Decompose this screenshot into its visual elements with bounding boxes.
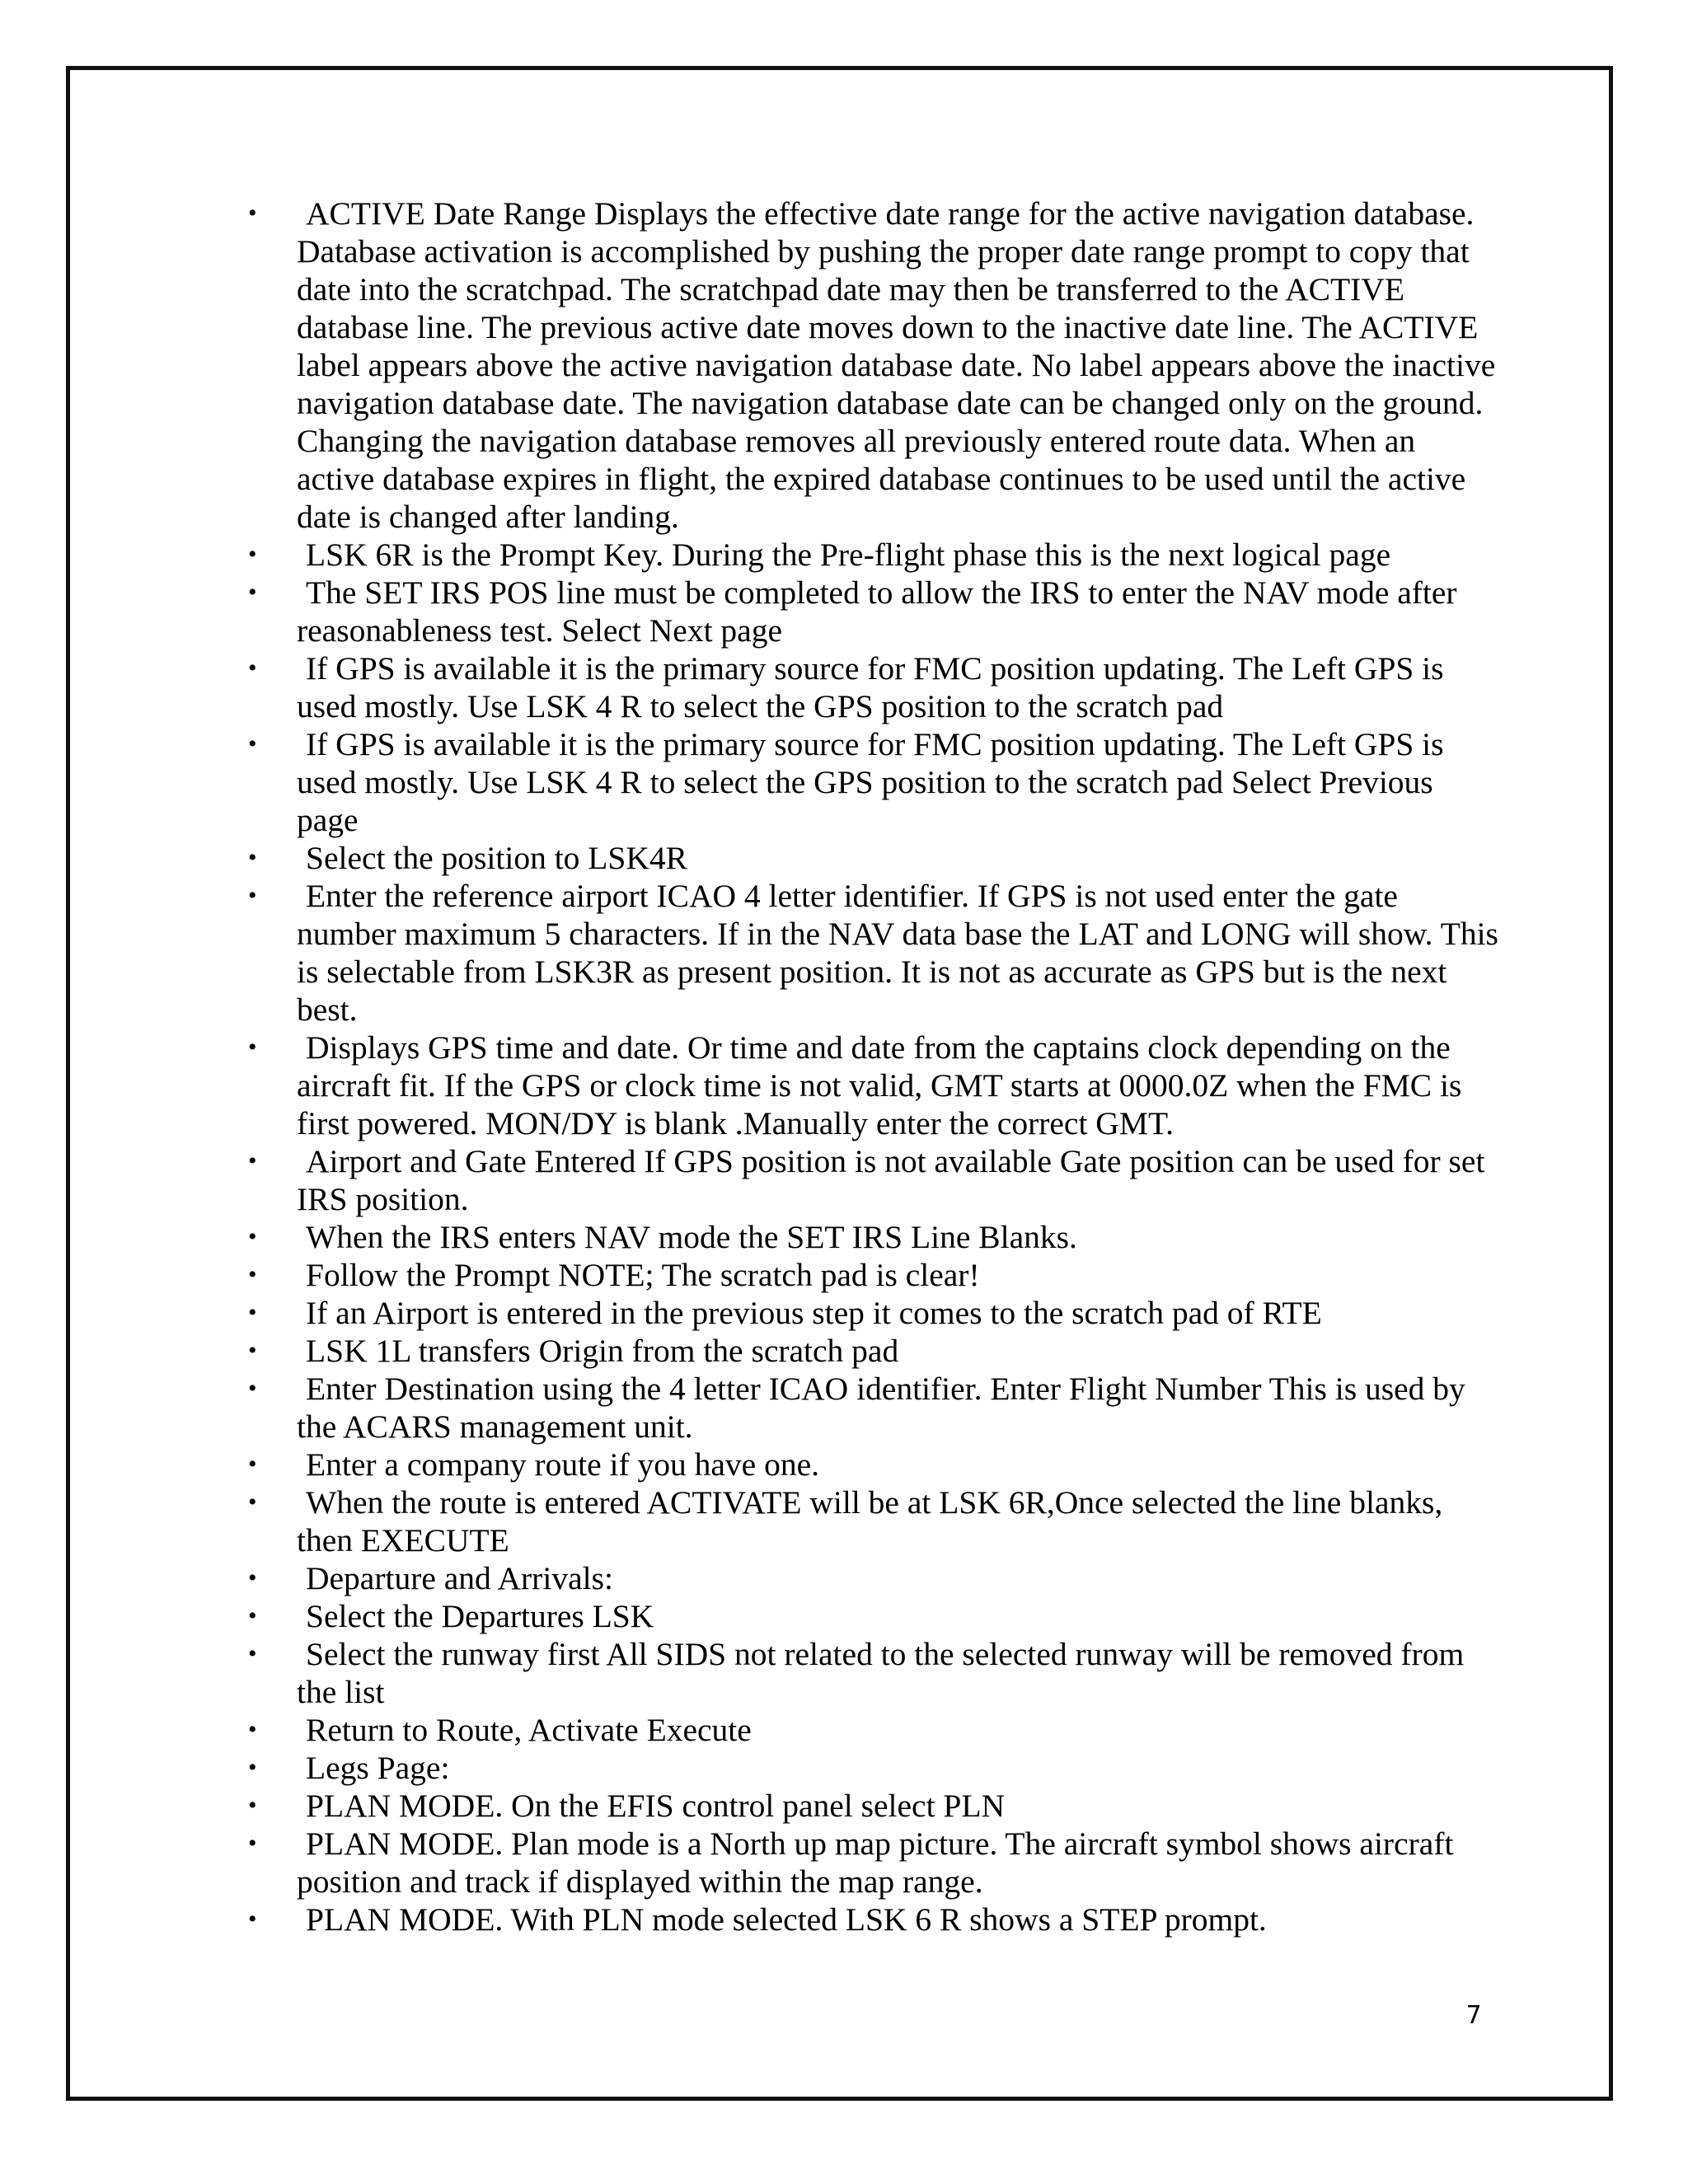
list-item-text: Select the position to LSK4R — [306, 840, 688, 876]
list-item-text: ACTIVE Date Range Displays the effective date range for the active navigation database. Database activation is accomplished by pushing the proper date range prompt to copy that date into the scratchpad. The scratchpad date may then be transferred to the ACTIVE database line. The previous active date moves down to the inactive date line. The ACTIVE label appears above the active navigation database date. No label appears above the inactive navigation database date. The navigation database date can be changed only on the ground. Changing the navigation database removes all previously entered route data. When an active database expires in flight, the expired database continues to be used until the active date is changed after landing. — [297, 195, 1496, 535]
list-item — [239, 649, 1500, 725]
page-number: 7 — [1465, 2001, 1482, 2030]
list-item-text: PLAN MODE. Plan mode is a North up map picture. The aircraft symbol shows aircraft position and track if displayed within the map range. — [297, 1825, 1454, 1900]
list-item-text: Enter a company route if you have one. — [306, 1446, 819, 1483]
bullet-icon: • — [248, 1337, 257, 1364]
bullet-icon: • — [248, 1451, 257, 1478]
bullet-icon: • — [248, 1716, 257, 1743]
list-item — [239, 1825, 1500, 1900]
list-item — [239, 1294, 1500, 1332]
list-item — [239, 1900, 1500, 1938]
list-item — [239, 1256, 1500, 1294]
bullet-icon: • — [248, 1564, 257, 1591]
bullet-icon: • — [248, 1602, 257, 1629]
list-item-text: When the IRS enters NAV mode the SET IRS Line Blanks. — [306, 1219, 1077, 1255]
list-item-text: When the route is entered ACTIVATE will be at LSK 6R,Once selected the line blanks, then EXECUTE — [297, 1484, 1443, 1558]
list-item-text: Airport and Gate Entered If GPS position is not available Gate position can be used for set IRS position. — [297, 1143, 1485, 1217]
bullet-icon: • — [248, 1375, 257, 1402]
list-item — [239, 1332, 1500, 1370]
list-item — [239, 1635, 1500, 1711]
bullet-icon: • — [248, 1754, 257, 1781]
bullet-icon: • — [248, 882, 257, 909]
bullet-icon: • — [248, 1488, 257, 1516]
list-item — [239, 1559, 1500, 1597]
list-item — [239, 877, 1500, 1029]
list-item-text: Select the runway first All SIDS not related to the selected runway will be removed from the list — [297, 1636, 1465, 1710]
list-item-text: Follow the Prompt NOTE; The scratch pad is clear! — [306, 1257, 980, 1293]
list-item-text: The SET IRS POS line must be completed to allow the IRS to enter the NAV mode after reasonableness test. Select Next page — [297, 574, 1457, 649]
list-item-text: Select the Departures LSK — [306, 1598, 654, 1634]
list-item-text: Enter the reference airport ICAO 4 letter identifier. If GPS is not used enter the gate number maximum 5 characters. If in the NAV data base the LAT and LONG will show. This is selectable from LSK3R as present position. It is not as accurate as GPS but is the next best. — [297, 878, 1498, 1028]
bullet-icon: • — [248, 541, 257, 568]
list-item — [239, 1446, 1500, 1483]
list-item-text: LSK 1L transfers Origin from the scratch pad — [306, 1333, 899, 1369]
list-item — [239, 536, 1500, 574]
list-item-text: PLAN MODE. On the EFIS control panel select PLN — [306, 1788, 1006, 1824]
list-item — [239, 1370, 1500, 1446]
bullet-icon: • — [248, 1830, 257, 1857]
list-item — [239, 1218, 1500, 1256]
bullet-icon: • — [248, 1147, 257, 1174]
list-item-text: Enter Destination using the 4 letter ICAO identifier. Enter Flight Number This is used by the ACARS management unit. — [297, 1371, 1465, 1445]
list-item-text: Legs Page: — [306, 1750, 450, 1786]
bullet-icon: • — [248, 1223, 257, 1250]
list-item — [239, 194, 1500, 536]
list-item — [239, 1787, 1500, 1825]
list-item-text: If GPS is available it is the primary source for FMC position updating. The Left GPS is used mostly. Use LSK 4 R to select the GPS position to the scratch pad — [297, 650, 1444, 724]
list-item-text: Departure and Arrivals: — [306, 1560, 613, 1596]
list-item-text: If an Airport is entered in the previous step it comes to the scratch pad of RTE — [306, 1295, 1322, 1331]
bullet-icon: • — [248, 1792, 257, 1819]
bullet-icon: • — [248, 199, 257, 227]
bullet-icon: • — [248, 579, 257, 606]
bullet-icon: • — [248, 654, 257, 682]
list-item — [239, 574, 1500, 649]
bullet-icon: • — [248, 1299, 257, 1326]
bullet-list — [239, 194, 1500, 1938]
bullet-icon: • — [248, 844, 257, 871]
list-item — [239, 1597, 1500, 1635]
list-item — [239, 1029, 1500, 1142]
list-item — [239, 1483, 1500, 1559]
list-item — [239, 1749, 1500, 1787]
list-item — [239, 1711, 1500, 1749]
bullet-icon: • — [248, 730, 257, 757]
list-item — [239, 1142, 1500, 1218]
list-item — [239, 725, 1500, 839]
bullet-icon: • — [248, 1261, 257, 1288]
list-item-text: PLAN MODE. With PLN mode selected LSK 6 R shows a STEP prompt. — [306, 1901, 1267, 1938]
list-item — [239, 839, 1500, 877]
bullet-icon: • — [248, 1905, 257, 1933]
list-item-text: Return to Route, Activate Execute — [306, 1712, 752, 1748]
bullet-icon: • — [248, 1640, 257, 1667]
list-item-text: If GPS is available it is the primary source for FMC position updating. The Left GPS is used mostly. Use LSK 4 R to select the GPS position to the scratch pad Select Previous page — [297, 726, 1444, 838]
bullet-icon: • — [248, 1033, 257, 1061]
list-item-text: Displays GPS time and date. Or time and date from the captains clock depending on the aircraft fit. If the GPS or clock time is not valid, GMT starts at 0000.0Z when the FMC is first powered. MON/DY is blank .Manually enter the correct GMT. — [297, 1029, 1462, 1141]
list-item-text: LSK 6R is the Prompt Key. During the Pre-flight phase this is the next logical page — [306, 537, 1391, 573]
